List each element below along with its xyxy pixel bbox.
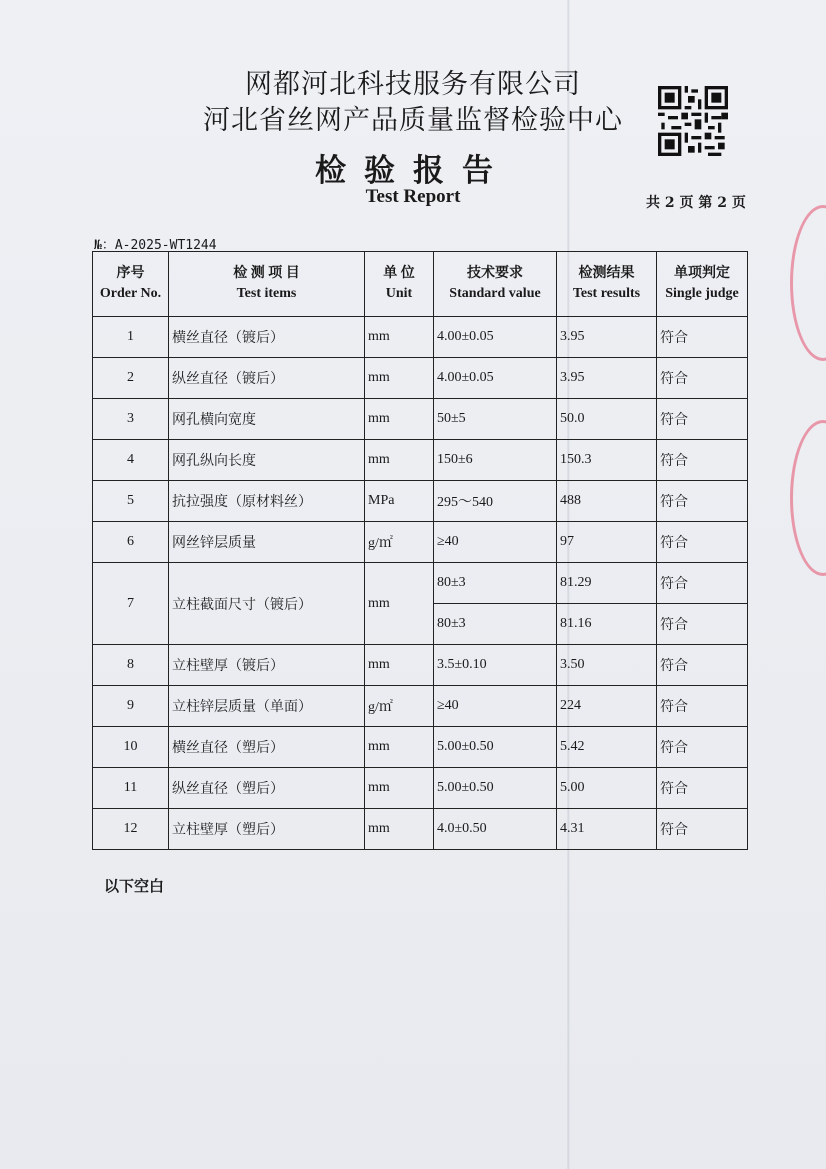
cell-judge: 符合 <box>657 399 748 440</box>
table-header-row <box>93 252 748 317</box>
table-row <box>93 358 748 399</box>
cell-result: 81.29 <box>557 563 657 604</box>
cell-result: 81.16 <box>557 604 657 645</box>
test-results-table <box>92 251 748 850</box>
cell-unit: g/㎡ <box>365 522 434 563</box>
table-row <box>93 645 748 686</box>
cell-unit: mm <box>365 440 434 481</box>
cell-standard: 4.0±0.50 <box>434 809 557 850</box>
cell-item: 网孔纵向长度 <box>169 440 365 481</box>
cell-unit: mm <box>365 809 434 850</box>
header-order-no: 序号 Order No. <box>93 252 169 317</box>
table-row <box>93 686 748 727</box>
cell-unit: g/㎡ <box>365 686 434 727</box>
cell-standard: 4.00±0.05 <box>434 358 557 399</box>
cell-unit: mm <box>365 358 434 399</box>
cell-result: 50.0 <box>557 399 657 440</box>
cell-no: 10 <box>93 727 169 768</box>
cell-standard: ≥40 <box>434 522 557 563</box>
cell-no: 9 <box>93 686 169 727</box>
cell-judge: 符合 <box>657 481 748 522</box>
report-title-cn: 检验报告 <box>315 153 511 189</box>
cell-item: 横丝直径（塑后） <box>169 727 365 768</box>
cell-unit: mm <box>365 317 434 358</box>
cell-standard: 4.00±0.05 <box>434 317 557 358</box>
table-row <box>93 563 748 604</box>
cell-judge: 符合 <box>657 563 748 604</box>
cell-result: 5.42 <box>557 727 657 768</box>
header-test-results: 检测结果 Test results <box>557 252 657 317</box>
cell-no: 4 <box>93 440 169 481</box>
cell-item: 网孔横向宽度 <box>169 399 365 440</box>
cell-judge: 符合 <box>657 809 748 850</box>
cell-judge: 符合 <box>657 440 748 481</box>
cell-result: 224 <box>557 686 657 727</box>
cell-item: 网丝锌层质量 <box>169 522 365 563</box>
cell-result: 150.3 <box>557 440 657 481</box>
header-single-judge: 单项判定 Single judge <box>657 252 748 317</box>
qr-code-icon <box>658 86 728 156</box>
table-row <box>93 768 748 809</box>
table-row <box>93 317 748 358</box>
cell-judge: 符合 <box>657 686 748 727</box>
table-row <box>93 399 748 440</box>
cell-unit: mm <box>365 399 434 440</box>
cell-item: 抗拉强度（原材料丝） <box>169 481 365 522</box>
report-number: №：A-2025-WT1244 <box>94 238 217 253</box>
blank-below-note: 以下空白 <box>104 877 165 895</box>
cell-item: 纵丝直径（镀后） <box>169 358 365 399</box>
red-seal-stamp <box>790 420 826 576</box>
cell-no: 2 <box>93 358 169 399</box>
cell-judge: 符合 <box>657 522 748 563</box>
cell-result: 3.95 <box>557 358 657 399</box>
cell-judge: 符合 <box>657 645 748 686</box>
cell-item: 横丝直径（镀后） <box>169 317 365 358</box>
org-name-line1: 网都河北科技服务有限公司 <box>245 69 581 100</box>
cell-standard: 295～540 <box>434 481 557 522</box>
cell-no: 5 <box>93 481 169 522</box>
cell-no: 11 <box>93 768 169 809</box>
cell-judge: 符合 <box>657 727 748 768</box>
cell-standard: 50±5 <box>434 399 557 440</box>
header-test-items: 检 测 项 目 Test items <box>169 252 365 317</box>
cell-no: 6 <box>93 522 169 563</box>
cell-standard: 3.5±0.10 <box>434 645 557 686</box>
cell-no: 3 <box>93 399 169 440</box>
cell-item: 立柱锌层质量（单面） <box>169 686 365 727</box>
cell-item: 立柱截面尺寸（镀后） <box>169 563 365 645</box>
cell-result: 488 <box>557 481 657 522</box>
cell-item: 纵丝直径（塑后） <box>169 768 365 809</box>
cell-judge: 符合 <box>657 317 748 358</box>
cell-result: 5.00 <box>557 768 657 809</box>
cell-standard: 80±3 <box>434 563 557 604</box>
header-standard-value: 技术要求 Standard value <box>434 252 557 317</box>
red-seal-stamp <box>790 205 826 361</box>
cell-no: 8 <box>93 645 169 686</box>
table-row <box>93 440 748 481</box>
cell-standard: 5.00±0.50 <box>434 727 557 768</box>
cell-result: 4.31 <box>557 809 657 850</box>
cell-no: 1 <box>93 317 169 358</box>
page-indicator: 共 2 页 第 2 页 <box>646 195 746 211</box>
cell-standard: 80±3 <box>434 604 557 645</box>
report-title-en: Test Report <box>365 186 461 207</box>
cell-unit: mm <box>365 727 434 768</box>
table-row <box>93 481 748 522</box>
cell-standard: ≥40 <box>434 686 557 727</box>
table-row <box>93 522 748 563</box>
cell-item: 立柱壁厚（镀后） <box>169 645 365 686</box>
table-row <box>93 809 748 850</box>
table-row <box>93 727 748 768</box>
cell-unit: mm <box>365 768 434 809</box>
cell-no: 7 <box>93 563 169 645</box>
cell-result: 97 <box>557 522 657 563</box>
cell-result: 3.95 <box>557 317 657 358</box>
cell-standard: 150±6 <box>434 440 557 481</box>
cell-standard: 5.00±0.50 <box>434 768 557 809</box>
cell-unit: mm <box>365 563 434 645</box>
org-name-line2: 河北省丝网产品质量监督检验中心 <box>203 105 623 136</box>
cell-judge: 符合 <box>657 358 748 399</box>
cell-item: 立柱壁厚（塑后） <box>169 809 365 850</box>
cell-result: 3.50 <box>557 645 657 686</box>
cell-unit: MPa <box>365 481 434 522</box>
header-unit: 单 位 Unit <box>365 252 434 317</box>
cell-judge: 符合 <box>657 768 748 809</box>
cell-unit: mm <box>365 645 434 686</box>
cell-judge: 符合 <box>657 604 748 645</box>
cell-no: 12 <box>93 809 169 850</box>
